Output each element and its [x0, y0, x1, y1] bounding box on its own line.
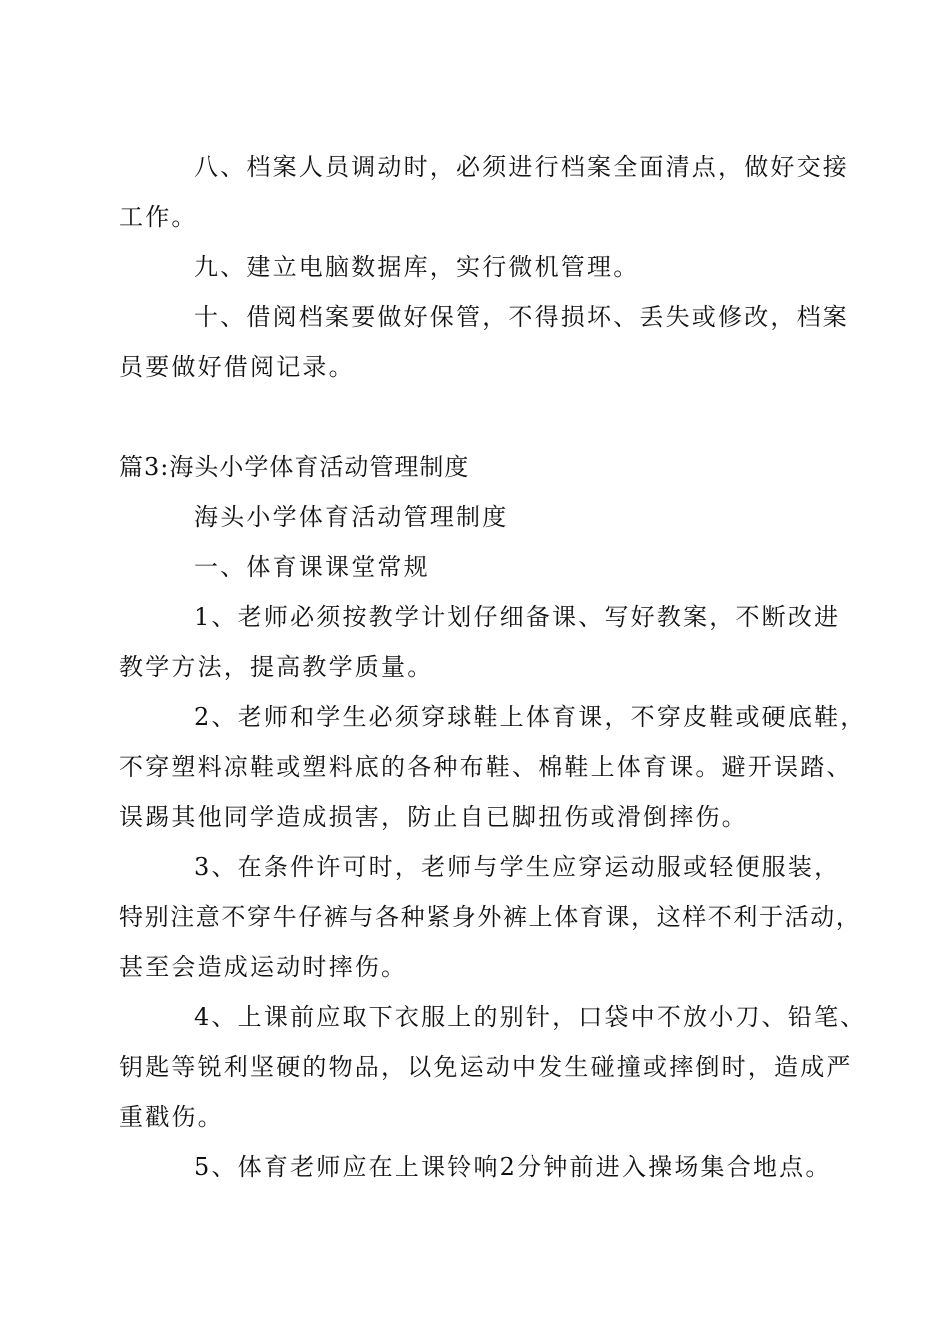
rule-2-line-3: 误踢其他同学造成损害，防止自已脚扭伤或滑倒摔伤。	[119, 803, 748, 831]
rule-3-line-2: 特别注意不穿牛仔裤与各种紧身外裤上体育课，这样不利于活动，	[119, 903, 862, 931]
paragraph-8-line-2: 工作。	[119, 203, 198, 231]
section-heading: 篇3:海头小学体育活动管理制度	[119, 453, 470, 481]
rule-4-line-1: 4、上课前应取下衣服上的别针，口袋中不放小刀、铅笔、	[194, 1003, 867, 1031]
paragraph-9: 九、建立电脑数据库，实行微机管理。	[194, 253, 640, 281]
paragraph-8-line-1: 八、档案人员调动时，必须进行档案全面清点，做好交接	[194, 153, 849, 181]
rule-4-line-2: 钥匙等锐利坚硬的物品，以免运动中发生碰撞或摔倒时，造成严	[119, 1053, 853, 1081]
rule-1-line-2: 教学方法，提高教学质量。	[119, 653, 434, 681]
rule-3-line-3: 甚至会造成运动时摔伤。	[119, 953, 408, 981]
rule-2-line-2: 不穿塑料凉鞋或塑料底的各种布鞋、棉鞋上体育课。避开误踏、	[119, 753, 853, 781]
paragraph-10-line-1: 十、借阅档案要做好保管，不得损坏、丢失或修改，档案	[194, 303, 849, 331]
rule-1-line-1: 1、老师必须按教学计划仔细备课、写好教案，不断改进	[194, 603, 841, 631]
rule-4-line-3: 重戳伤。	[119, 1103, 224, 1131]
rule-2-line-1: 2、老师和学生必须穿球鞋上体育课，不穿皮鞋或硬底鞋，	[194, 703, 867, 731]
document-title: 海头小学体育活动管理制度	[194, 503, 509, 531]
subsection-heading: 一、体育课课堂常规	[194, 553, 430, 581]
rule-3-line-1: 3、在条件许可时，老师与学生应穿运动服或轻便服装，	[194, 853, 841, 881]
paragraph-10-line-2: 员要做好借阅记录。	[119, 353, 355, 381]
rule-5: 5、体育老师应在上课铃响2分钟前进入操场集合地点。	[194, 1153, 832, 1181]
